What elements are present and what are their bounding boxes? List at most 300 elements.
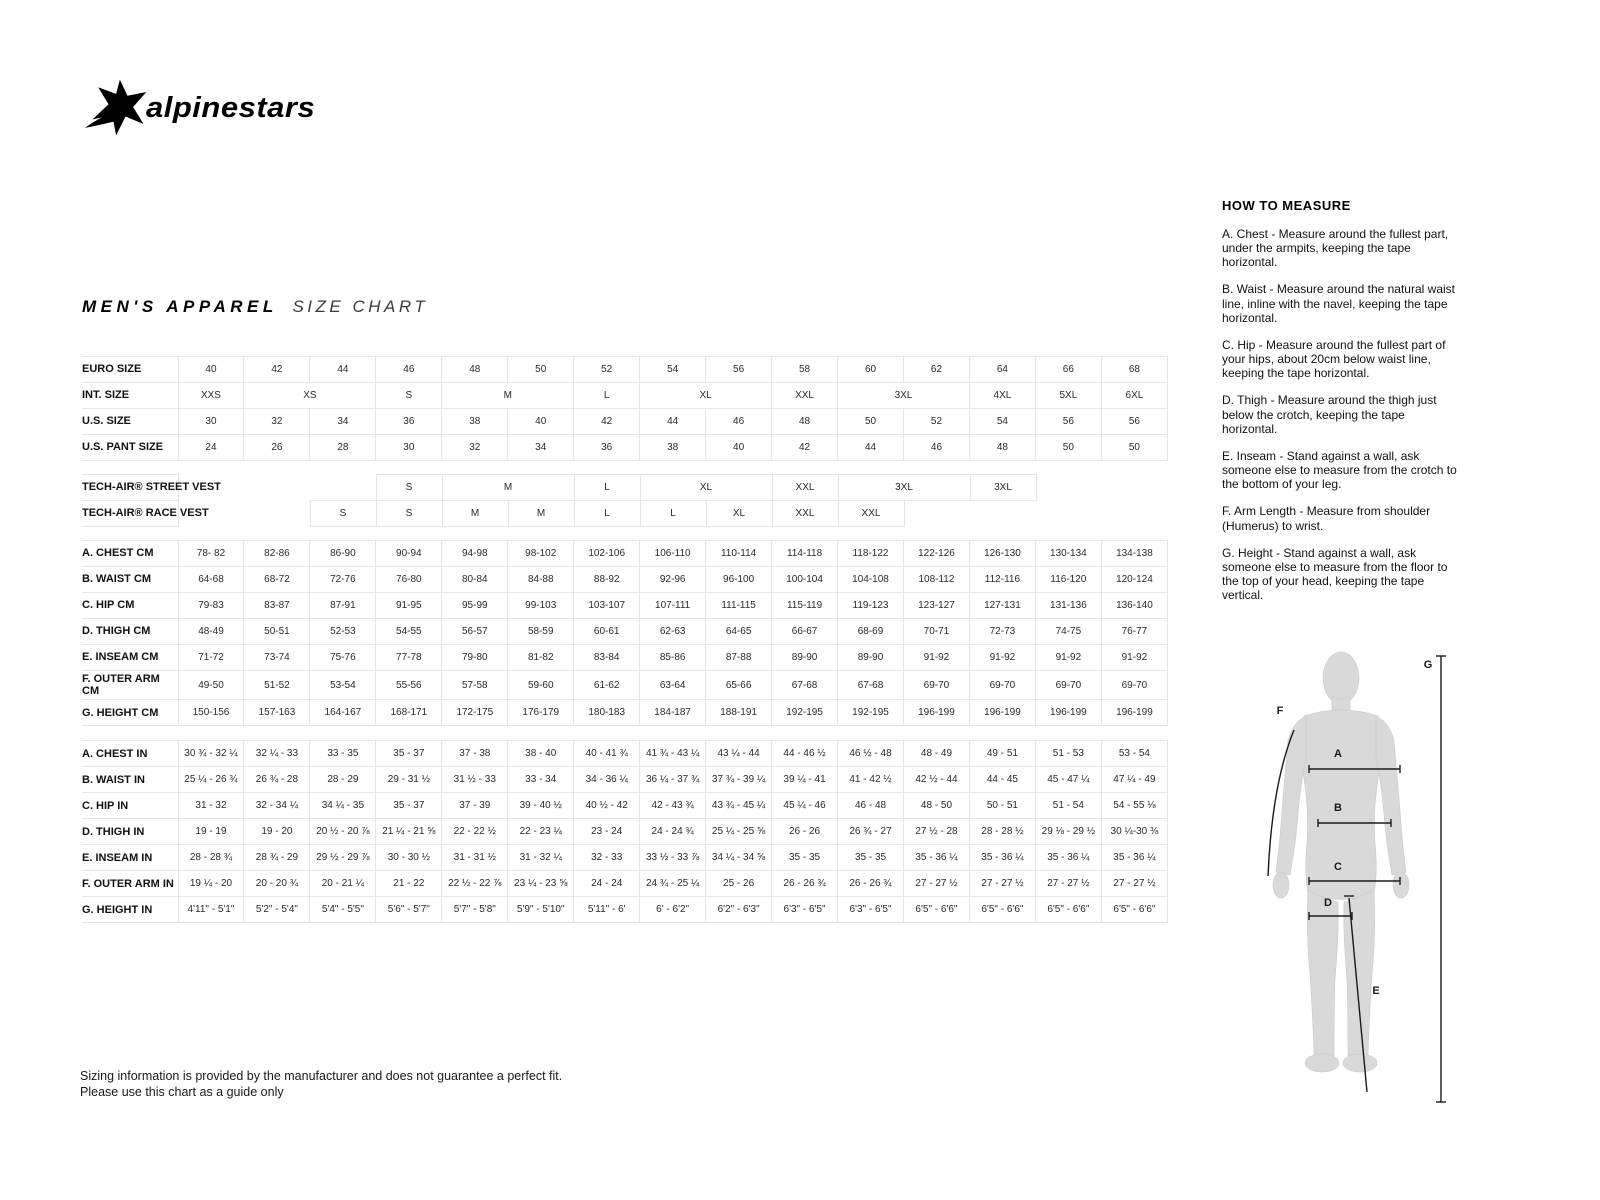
- size-cell: 108-112: [903, 567, 969, 593]
- size-cell: 74-75: [1035, 619, 1101, 645]
- size-cell: 77-78: [376, 645, 442, 671]
- size-cell: 53-54: [310, 671, 376, 700]
- size-cell: 112-116: [969, 567, 1035, 593]
- size-cell: 63-64: [640, 671, 706, 700]
- size-cell: 43 ¼ - 44: [706, 741, 772, 767]
- size-cell: 28 - 28 ¾: [178, 845, 244, 871]
- size-cell: 38: [442, 409, 508, 435]
- size-cell: 78- 82: [178, 541, 244, 567]
- size-cell: 94-98: [442, 541, 508, 567]
- size-cell: 67-68: [838, 671, 904, 700]
- size-cell: 40 ½ - 42: [574, 793, 640, 819]
- size-cell: 56: [1035, 409, 1101, 435]
- size-cell: 115-119: [772, 593, 838, 619]
- size-cell: 103-107: [574, 593, 640, 619]
- row-label: E. INSEAM IN: [82, 845, 178, 871]
- size-cell: 28: [310, 435, 376, 461]
- row-label: F. OUTER ARM IN: [82, 871, 178, 897]
- size-cell: 46 - 48: [838, 793, 904, 819]
- size-cell: 45 ¼ - 46: [772, 793, 838, 819]
- size-cell: 4XL: [969, 383, 1035, 409]
- table-row: [82, 475, 1168, 501]
- size-cell: 54: [969, 409, 1035, 435]
- size-cell: 42: [244, 357, 310, 383]
- table-row: [82, 819, 1168, 845]
- size-cell: 28 - 28 ½: [969, 819, 1035, 845]
- size-cell: 31 - 32 ¼: [508, 845, 574, 871]
- size-cell: 24 ¾ - 25 ¼: [640, 871, 706, 897]
- size-cell: 30 ¼-30 ⅜: [1101, 819, 1167, 845]
- size-table: [82, 356, 1168, 923]
- title-sub: SIZE CHART: [292, 297, 429, 316]
- size-cell: 49-50: [178, 671, 244, 700]
- disclaimer: [80, 1068, 562, 1101]
- size-cell: 46: [706, 409, 772, 435]
- size-cell: 24 - 24 ¾: [640, 819, 706, 845]
- size-cell: 40: [508, 409, 574, 435]
- size-cell: 83-87: [244, 593, 310, 619]
- size-cell: 36: [376, 409, 442, 435]
- size-cell: 6'3" - 6'5": [838, 897, 904, 923]
- size-cell: 19 - 20: [244, 819, 310, 845]
- size-cell: 56: [1101, 409, 1167, 435]
- size-cell: 27 - 27 ½: [1035, 871, 1101, 897]
- size-cell: 96-100: [706, 567, 772, 593]
- size-cell: 24: [178, 435, 244, 461]
- size-cell: 50: [1035, 435, 1101, 461]
- size-cell: 48-49: [178, 619, 244, 645]
- size-cell: 35 - 36 ¼: [903, 845, 969, 871]
- size-cell: 76-77: [1101, 619, 1167, 645]
- size-cell: S: [376, 501, 442, 527]
- size-cell: 48: [969, 435, 1035, 461]
- size-cell: 5'4" - 5'5": [310, 897, 376, 923]
- size-cell: 86-90: [310, 541, 376, 567]
- size-cell: 29 ½ - 29 ⅞: [310, 845, 376, 871]
- size-cell: 69-70: [969, 671, 1035, 700]
- size-cell: 20 ½ - 20 ⅞: [310, 819, 376, 845]
- size-cell: 27 ½ - 28: [903, 819, 969, 845]
- size-cell: 6' - 6'2": [640, 897, 706, 923]
- size-cell: 91-95: [376, 593, 442, 619]
- size-cell: 49 - 51: [969, 741, 1035, 767]
- size-cell: 196-199: [969, 700, 1035, 726]
- size-cell: 24 - 24: [574, 871, 640, 897]
- size-cell: 81-82: [508, 645, 574, 671]
- size-cell: 3XL: [970, 475, 1036, 501]
- size-cell: 69-70: [1101, 671, 1167, 700]
- size-cell: XL: [640, 383, 772, 409]
- how-to-measure-panel: [1222, 198, 1460, 615]
- size-cell: 37 ¾ - 39 ¼: [706, 767, 772, 793]
- size-cell: 30 - 30 ½: [376, 845, 442, 871]
- size-cell: 27 - 27 ½: [969, 871, 1035, 897]
- size-cell: 36 ¼ - 37 ¾: [640, 767, 706, 793]
- size-cell: 84-88: [508, 567, 574, 593]
- size-cell: 30: [178, 409, 244, 435]
- table-row: [82, 383, 1168, 409]
- size-cell: 68-72: [244, 567, 310, 593]
- size-cell: 68-69: [838, 619, 904, 645]
- disclaimer-line-1: Sizing information is provided by the manufacturer and does not guarantee a perfect fit.: [80, 1069, 563, 1083]
- size-cell: 122-126: [903, 541, 969, 567]
- size-cell: 134-138: [1101, 541, 1167, 567]
- size-cell: 46: [903, 435, 969, 461]
- size-cell: 64-68: [178, 567, 244, 593]
- measure-instruction-waist: B. Waist - Measure around the natural waist line, inline with the navel, keeping the tape horizontal.: [1222, 282, 1455, 325]
- size-cell: 22 - 23 ¼: [508, 819, 574, 845]
- row-label: TECH-AIR® STREET VEST: [82, 475, 178, 501]
- table-section-cm: [82, 540, 1168, 726]
- size-cell: 68: [1101, 357, 1167, 383]
- size-cell: 184-187: [640, 700, 706, 726]
- size-cell: 33 - 35: [310, 741, 376, 767]
- size-cell: 35 - 36 ¼: [1035, 845, 1101, 871]
- size-cell: 47 ¼ - 49: [1101, 767, 1167, 793]
- size-cell: 5'7" - 5'8": [442, 897, 508, 923]
- size-cell: 136-140: [1101, 593, 1167, 619]
- size-cell: 37 - 38: [442, 741, 508, 767]
- size-cell: 35 - 36 ¼: [1101, 845, 1167, 871]
- size-cell: 23 - 24: [574, 819, 640, 845]
- measure-instruction-inseam: E. Inseam - Stand against a wall, ask someone else to measure from the crotch to the bottom of your leg.: [1222, 448, 1457, 492]
- size-cell: 29 - 31 ½: [376, 767, 442, 793]
- size-cell: 69-70: [903, 671, 969, 700]
- table-row: [82, 501, 1168, 527]
- figure-label-hip: C: [1334, 861, 1342, 873]
- size-cell: 44 - 46 ½: [772, 741, 838, 767]
- size-cell: 25 ¼ - 25 ⅝: [706, 819, 772, 845]
- size-cell: 180-183: [574, 700, 640, 726]
- title-main: MEN'S APPAREL: [82, 297, 278, 316]
- size-cell: 56-57: [442, 619, 508, 645]
- size-cell: 111-115: [706, 593, 772, 619]
- row-label: F. OUTER ARM CM: [82, 671, 178, 700]
- size-cell: XXL: [772, 475, 838, 501]
- size-cell: 87-88: [706, 645, 772, 671]
- table-row: [82, 409, 1168, 435]
- size-cell: 33 ½ - 33 ⅞: [640, 845, 706, 871]
- height-line: [1436, 656, 1446, 1102]
- size-cell: 91-92: [969, 645, 1035, 671]
- table-row: [82, 357, 1168, 383]
- page-title: [82, 297, 428, 317]
- size-cell: 38 - 40: [508, 741, 574, 767]
- size-cell: 30: [376, 435, 442, 461]
- size-cell: 3XL: [838, 383, 970, 409]
- size-cell: 157-163: [244, 700, 310, 726]
- table-row: [82, 741, 1168, 767]
- size-cell: 48 - 50: [903, 793, 969, 819]
- row-label: G. HEIGHT CM: [82, 700, 178, 726]
- size-cell: 196-199: [1101, 700, 1167, 726]
- size-cell: XXS: [178, 383, 244, 409]
- table-row: [82, 871, 1168, 897]
- size-cell: 88-92: [574, 567, 640, 593]
- size-cell: 39 - 40 ½: [508, 793, 574, 819]
- size-cell: 57-58: [442, 671, 508, 700]
- size-cell: 118-122: [838, 541, 904, 567]
- size-cell: L: [574, 501, 640, 527]
- size-cell: 44: [310, 357, 376, 383]
- figure-label-height: G: [1423, 659, 1433, 671]
- size-cell: 51-52: [244, 671, 310, 700]
- size-cell: 26 - 26 ¾: [838, 871, 904, 897]
- size-cell: 39 ¼ - 41: [772, 767, 838, 793]
- size-cell: 100-104: [772, 567, 838, 593]
- size-cell: 31 - 31 ½: [442, 845, 508, 871]
- size-cell: 27 - 27 ½: [903, 871, 969, 897]
- size-cell: 99-103: [508, 593, 574, 619]
- size-cell: 66-67: [772, 619, 838, 645]
- size-cell: M: [508, 501, 574, 527]
- size-cell: 67-68: [772, 671, 838, 700]
- size-cell: 34: [310, 409, 376, 435]
- size-cell: 4'11" - 5'1": [178, 897, 244, 923]
- size-cell: 6'5" - 6'6": [1101, 897, 1167, 923]
- size-cell: 29 ⅛ - 29 ½: [1035, 819, 1101, 845]
- table-row: [82, 793, 1168, 819]
- row-label: E. INSEAM CM: [82, 645, 178, 671]
- size-cell: 79-80: [442, 645, 508, 671]
- row-label: D. THIGH IN: [82, 819, 178, 845]
- alpinestars-star-icon: [84, 78, 152, 138]
- size-cell: 71-72: [178, 645, 244, 671]
- size-cell: 72-73: [969, 619, 1035, 645]
- size-cell: 65-66: [706, 671, 772, 700]
- table-section-vests: [82, 474, 1168, 527]
- size-cell: 91-92: [1101, 645, 1167, 671]
- size-cell: 69-70: [1035, 671, 1101, 700]
- size-cell: 54-55: [376, 619, 442, 645]
- size-cell: 102-106: [574, 541, 640, 567]
- row-label: G. HEIGHT IN: [82, 897, 178, 923]
- size-cell: 5'6" - 5'7": [376, 897, 442, 923]
- size-cell: 43 ¾ - 45 ¼: [706, 793, 772, 819]
- size-cell: 50: [1101, 435, 1167, 461]
- size-cell: 44 - 45: [969, 767, 1035, 793]
- size-cell: 42: [772, 435, 838, 461]
- size-cell: 40: [178, 357, 244, 383]
- size-cell: 5XL: [1035, 383, 1101, 409]
- size-cell: 62: [903, 357, 969, 383]
- row-label: C. HIP CM: [82, 593, 178, 619]
- size-cell: 127-131: [969, 593, 1035, 619]
- size-cell: 30 ¾ - 32 ¼: [178, 741, 244, 767]
- size-cell: 6'3" - 6'5": [772, 897, 838, 923]
- size-cell: XXL: [838, 501, 904, 527]
- size-cell: [904, 501, 1168, 527]
- row-label: A. CHEST IN: [82, 741, 178, 767]
- size-cell: 40 - 41 ¾: [574, 741, 640, 767]
- size-cell: 6XL: [1101, 383, 1167, 409]
- size-cell: XS: [244, 383, 376, 409]
- table-section-inches: [82, 740, 1168, 923]
- table-row: [82, 671, 1168, 700]
- size-cell: M: [442, 383, 574, 409]
- size-cell: 48 - 49: [903, 741, 969, 767]
- measure-instruction-hip: C. Hip - Measure around the fullest part of your hips, about 20cm below waist line, keeping the tape horizontal.: [1222, 337, 1446, 381]
- size-cell: 192-195: [838, 700, 904, 726]
- table-row: [82, 897, 1168, 923]
- size-cell: 34: [508, 435, 574, 461]
- size-cell: 32 ¼ - 33: [244, 741, 310, 767]
- size-cell: 89-90: [772, 645, 838, 671]
- size-cell: 44: [838, 435, 904, 461]
- table-row: [82, 435, 1168, 461]
- size-cell: 26: [244, 435, 310, 461]
- measure-instruction-arm: F. Arm Length - Measure from shoulder (Humerus) to wrist.: [1222, 504, 1431, 533]
- size-cell: 48: [772, 409, 838, 435]
- size-cell: 48: [442, 357, 508, 383]
- size-cell: 120-124: [1101, 567, 1167, 593]
- table-row: [82, 767, 1168, 793]
- size-cell: 172-175: [442, 700, 508, 726]
- size-cell: 6'5" - 6'6": [1035, 897, 1101, 923]
- row-label: INT. SIZE: [82, 383, 178, 409]
- size-cell: 22 ½ - 22 ⅞: [442, 871, 508, 897]
- size-cell: 32: [442, 435, 508, 461]
- size-cell: 91-92: [903, 645, 969, 671]
- size-cell: 22 - 22 ½: [442, 819, 508, 845]
- size-cell: 33 - 34: [508, 767, 574, 793]
- size-cell: 42 ½ - 44: [903, 767, 969, 793]
- size-cell: 21 - 22: [376, 871, 442, 897]
- figure-label-waist: B: [1334, 802, 1342, 814]
- size-cell: 52: [903, 409, 969, 435]
- row-label: U.S. PANT SIZE: [82, 435, 178, 461]
- size-cell: 41 ¾ - 43 ¼: [640, 741, 706, 767]
- size-cell: 130-134: [1035, 541, 1101, 567]
- table-row: [82, 645, 1168, 671]
- size-cell: 83-84: [574, 645, 640, 671]
- size-cell: 25 ¼ - 26 ¾: [178, 767, 244, 793]
- size-cell: S: [310, 501, 376, 527]
- size-cell: 6'5" - 6'6": [969, 897, 1035, 923]
- size-cell: 98-102: [508, 541, 574, 567]
- size-cell: [1036, 475, 1168, 501]
- table-row: [82, 700, 1168, 726]
- figure-label-chest: A: [1334, 748, 1342, 760]
- size-cell: 6'5" - 6'6": [903, 897, 969, 923]
- figure-label-thigh: D: [1324, 897, 1332, 909]
- size-cell: L: [640, 501, 706, 527]
- size-cell: 36: [574, 435, 640, 461]
- size-cell: 35 - 36 ¼: [969, 845, 1035, 871]
- size-cell: 119-123: [838, 593, 904, 619]
- size-cell: 45 - 47 ¼: [1035, 767, 1101, 793]
- size-cell: 54: [640, 357, 706, 383]
- size-cell: L: [574, 383, 640, 409]
- size-cell: 92-96: [640, 567, 706, 593]
- table-section-sizes: [82, 356, 1168, 461]
- size-cell: 196-199: [903, 700, 969, 726]
- size-cell: 95-99: [442, 593, 508, 619]
- size-cell: S: [376, 475, 442, 501]
- size-cell: 80-84: [442, 567, 508, 593]
- size-cell: M: [442, 501, 508, 527]
- size-cell: 20 - 21 ¼: [310, 871, 376, 897]
- size-cell: L: [574, 475, 640, 501]
- size-cell: 6'2" - 6'3": [706, 897, 772, 923]
- size-cell: 72-76: [310, 567, 376, 593]
- brand-logo: [84, 78, 315, 138]
- size-cell: XL: [706, 501, 772, 527]
- size-cell: 110-114: [706, 541, 772, 567]
- size-cell: 58: [772, 357, 838, 383]
- size-cell: 31 ½ - 33: [442, 767, 508, 793]
- size-cell: 35 - 37: [376, 741, 442, 767]
- size-cell: 79-83: [178, 593, 244, 619]
- size-cell: 91-92: [1035, 645, 1101, 671]
- size-cell: 28 - 29: [310, 767, 376, 793]
- figure-label-arm: F: [1276, 705, 1284, 717]
- size-cell: 5'2" - 5'4": [244, 897, 310, 923]
- size-cell: 73-74: [244, 645, 310, 671]
- size-cell: 26 ¾ - 27: [838, 819, 904, 845]
- size-cell: 38: [640, 435, 706, 461]
- size-cell: 27 - 27 ½: [1101, 871, 1167, 897]
- size-cell: 126-130: [969, 541, 1035, 567]
- table-row: [82, 541, 1168, 567]
- size-cell: 21 ¼ - 21 ⅝: [376, 819, 442, 845]
- measure-instruction-chest: A. Chest - Measure around the fullest part, under the armpits, keeping the tape horizontal.: [1222, 227, 1449, 270]
- size-cell: 26 ¾ - 28: [244, 767, 310, 793]
- size-cell: 168-171: [376, 700, 442, 726]
- size-cell: 42: [574, 409, 640, 435]
- size-cell: 53 - 54: [1101, 741, 1167, 767]
- size-cell: 34 - 36 ¼: [574, 767, 640, 793]
- size-cell: 50-51: [244, 619, 310, 645]
- table-row: [82, 567, 1168, 593]
- size-cell: 35 - 35: [772, 845, 838, 871]
- size-cell: 87-91: [310, 593, 376, 619]
- size-cell: XL: [640, 475, 772, 501]
- size-cell: 64: [969, 357, 1035, 383]
- size-cell: 85-86: [640, 645, 706, 671]
- table-row: [82, 619, 1168, 645]
- size-cell: 19 ¼ - 20: [178, 871, 244, 897]
- size-cell: 5'11" - 6': [574, 897, 640, 923]
- size-cell: 59-60: [508, 671, 574, 700]
- size-cell: 50 - 51: [969, 793, 1035, 819]
- size-cell: 46: [376, 357, 442, 383]
- size-cell: 114-118: [772, 541, 838, 567]
- size-cell: 23 ¼ - 23 ⅝: [508, 871, 574, 897]
- row-label: D. THIGH CM: [82, 619, 178, 645]
- size-cell: 51 - 54: [1035, 793, 1101, 819]
- size-cell: 116-120: [1035, 567, 1101, 593]
- size-cell: 192-195: [772, 700, 838, 726]
- size-cell: 164-167: [310, 700, 376, 726]
- size-cell: 20 - 20 ¾: [244, 871, 310, 897]
- size-cell: 70-71: [903, 619, 969, 645]
- size-cell: 5'9" - 5'10": [508, 897, 574, 923]
- row-label: C. HIP IN: [82, 793, 178, 819]
- size-cell: 3XL: [838, 475, 970, 501]
- size-cell: 34 ¼ - 34 ⅝: [706, 845, 772, 871]
- size-cell: 32 - 34 ¼: [244, 793, 310, 819]
- size-cell: 32 - 33: [574, 845, 640, 871]
- size-cell: 89-90: [838, 645, 904, 671]
- size-cell: 58-59: [508, 619, 574, 645]
- size-cell: 76-80: [376, 567, 442, 593]
- size-cell: XXL: [772, 501, 838, 527]
- size-cell: 64-65: [706, 619, 772, 645]
- size-cell: 56: [706, 357, 772, 383]
- row-label: U.S. SIZE: [82, 409, 178, 435]
- row-label: B. WAIST CM: [82, 567, 178, 593]
